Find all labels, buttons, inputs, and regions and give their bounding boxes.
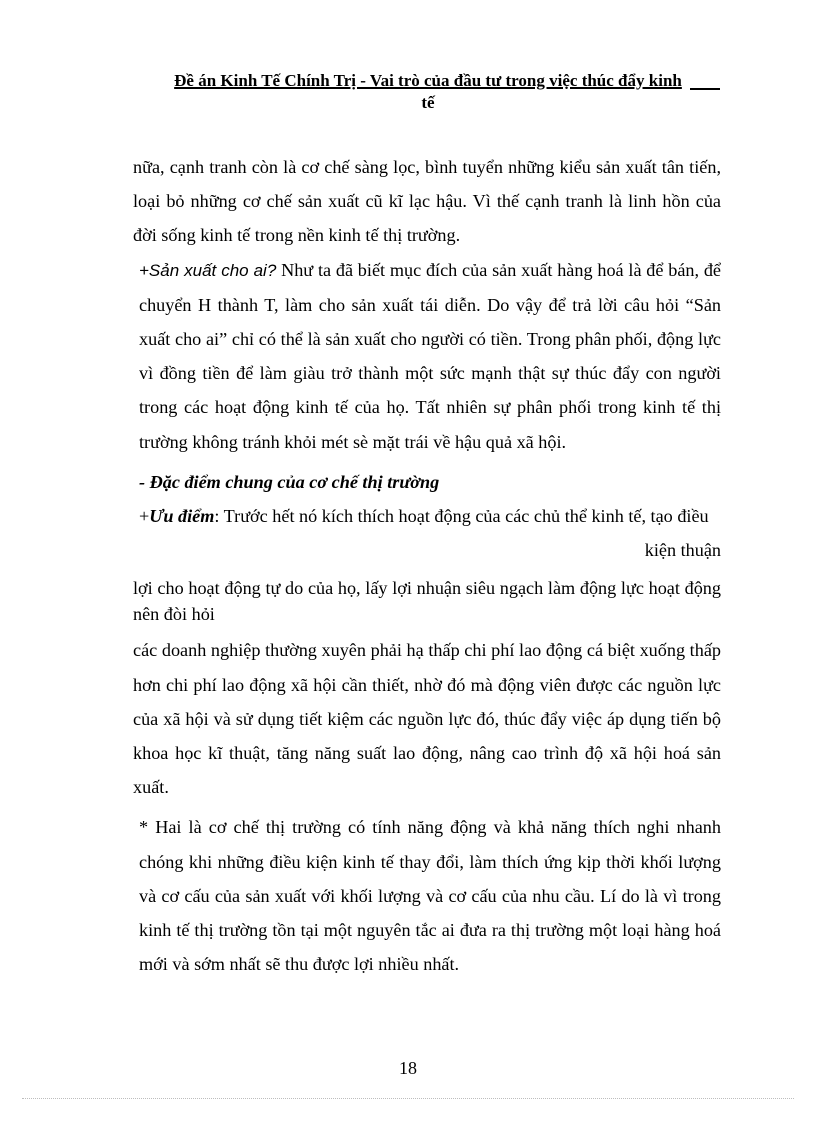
document-body: [133, 150, 721, 981]
paragraph-enterprises: các doanh nghiệp thường xuyên phải hạ thấp chi phí lao động cá biệt xuống thấp hơn chi phí lao động xã hội cần thiết, nhờ đó mà động viên được các nguồn lực của xã hội và sử dụng tiết kiệm các nguồn lực đó, thúc đẩy việc áp dụng tiến bộ khoa học kĩ thuật, tăng năng suất lao động, nâng cao trình độ xã hội hoá sản xuất.: [133, 640, 721, 798]
page-number: 18: [399, 1058, 417, 1078]
production-for-whom-text: Như ta đã biết mục đích của sản xuất hàng hoá là để bán, để chuyển H thành T, làm cho sản xuất tái diễn. Do vậy để trả lời câu hỏi “Sản xuất cho ai” chỉ có thể là sản xuất cho người có tiền. Trong phân phối, động lực vì đồng tiền để làm giàu trở thành một sức mạnh thật sự thúc đẩy con người trong các hoạt động kinh tế của họ. Tất nhiên sự phân phối trong kinh tế thị trường không tránh khỏi mét sè mặt trái về hậu quả xã hội.: [139, 259, 722, 452]
advantages-plus: +: [139, 506, 150, 527]
paragraph-advantages: [133, 499, 721, 533]
header-title-line2: tế: [421, 93, 435, 112]
advantages-text: : Trước hết nó kích thích hoạt động của các chủ thể kinh tế, tạo điều: [214, 506, 709, 527]
section-heading: - Đặc điểm chung của cơ chế thị trường: [139, 471, 440, 492]
production-for-whom-lead: +Sản xuất cho ai?: [139, 260, 277, 280]
paragraph-second-point: * Hai là cơ chế thị trường có tính năng động và khả năng thích nghi nhanh chóng khi những điều kiện kinh tế thay đổi, làm thích ứng kịp thời khối lượng và cơ cấu của sản xuất với khối lượng và cơ cấu của nhu cầu. Lí do là vì trong kinh tế thị trường tồn tại một nguyên tắc ai đưa ra thị trường một loại hàng hoá mới và sớm nhất sẽ thu được lợi nhiều nhất.: [139, 817, 721, 975]
advantages-right-fragment: kiện thuận: [644, 540, 721, 561]
paragraph-competition: nữa, cạnh tranh còn là cơ chế sàng lọc, bình tuyển những kiểu sản xuất tân tiến, loại bỏ những cơ chế sản xuất cũ kĩ lạc hậu. Vì thế cạnh tranh là linh hồn của đời sống kinh tế trong nền kinh tế thị trường.: [133, 157, 721, 246]
paragraph-advantages-continued: lợi cho hoạt động tự do của họ, lấy lợi nhuận siêu ngạch làm động lực hoạt động nên đòi hỏi: [133, 578, 721, 625]
paragraph-production-for-whom: [133, 253, 721, 459]
header-title-line1: Đề án Kinh Tế Chính Trị - Vai trò của đầu tư trong việc thúc đẩy kinh: [174, 71, 682, 90]
footer-dotted-line: [22, 1098, 794, 1099]
advantages-lead: Ưu điểm: [149, 506, 215, 527]
header-underline: [690, 88, 720, 90]
page-header: [130, 70, 726, 114]
